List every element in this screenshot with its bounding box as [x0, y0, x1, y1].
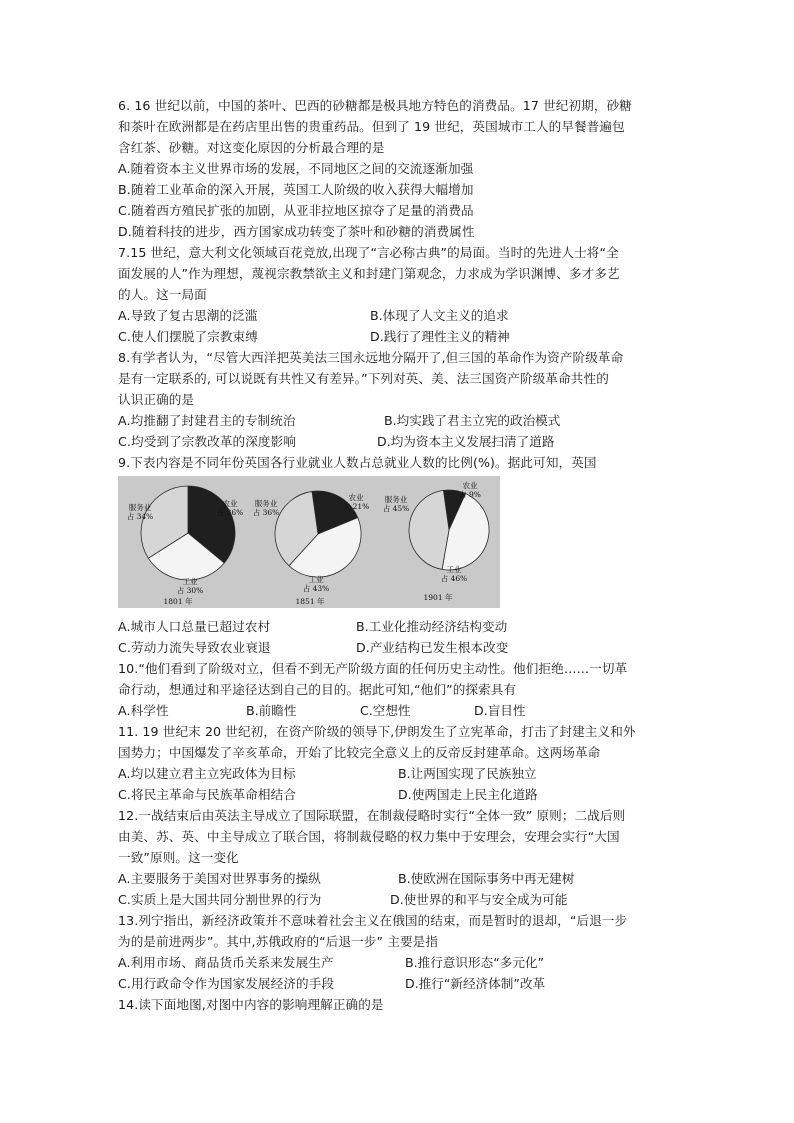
pie-1-label-2: 工业占 43%	[302, 575, 330, 593]
q12-stem-line-3: 一致”原则。这一变化	[118, 850, 239, 865]
q10-stem-line-2: 命行动，想通过和平途径达到自己的目的。据此可知,“他们”的探索具有	[118, 682, 517, 697]
q11-option-b: B.让两国实现了民族独立	[398, 766, 537, 781]
q10-option-d: D.盲目性	[474, 703, 526, 718]
q13-option-d: D.推行“新经济体制”改革	[405, 976, 546, 991]
q12-option-b: B.使欧洲在国际事务中再无建树	[398, 871, 575, 886]
q9-option-c: C.劳动力流失导致农业衰退	[118, 640, 271, 655]
pie-1-year-label: 1851 年	[295, 597, 325, 606]
q10-option-c: C.空想性	[360, 703, 411, 718]
pie-1-label-0: 服务业占 36%	[252, 499, 280, 517]
q6-option-b: B.随着工业革命的深入开展，英国工人阶级的收入获得大幅增加	[118, 182, 474, 197]
pie-2-label-2: 工业占 46%	[440, 565, 468, 583]
q7-option-b: B.体现了人文主义的追求	[370, 308, 509, 323]
pie-2-slice-0	[409, 490, 449, 569]
q6-stem-line-2: 和茶叶在欧洲都是在药店里出售的贵重药品。但到了 19 世纪，英国城市工人的早餐普遍包	[118, 119, 625, 134]
q8-option-c: C.均受到了宗教改革的深度影响	[118, 434, 297, 449]
pie-2-label-0: 服务业占 45%	[382, 495, 410, 513]
q10-option-a: A.科学性	[118, 703, 169, 718]
q7-option-a: A.导致了复古思潮的泛滥	[118, 308, 258, 323]
q13-option-c: C.用行政命令作为国家发展经济的手段	[118, 976, 335, 991]
pie-0-label-2: 工业占 30%	[176, 577, 204, 595]
q8-stem-line-1: 8.有学者认为，“尽管大西洋把英美法三国永远地分隔开了,但三国的革命作为资产阶级革命	[118, 350, 624, 365]
q11-stem-line-1: 11. 19 世纪末 20 世纪初，在资产阶级的领导下,伊朗发生了立宪革命，打击了封建主义和外	[118, 724, 636, 739]
q9-stem-line-1: 9.下表内容是不同年份英国各行业就业人数占总就业人数的比例(%)。据此可知，英国	[118, 455, 597, 470]
q9-option-d: D.产业结构已发生根本改变	[356, 640, 509, 655]
q6-option-d: D.随着科技的进步，西方国家成功转变了茶叶和砂糖的消费属性	[118, 224, 475, 239]
q8-stem-line-2: 是有一定联系的, 可以说既有共性又有差异。”下列对英、美、法三国资产阶级革命共性的	[118, 371, 609, 386]
q12-option-d: D.使世界的和平与安全成为可能	[390, 892, 568, 907]
q9-option-a: A.城市人口总量已超过农村	[118, 619, 271, 634]
q11-stem-line-2: 国势力；中国爆发了辛亥革命，开始了比较完全意义上的反帝反封建革命。这两场革命	[118, 745, 601, 760]
q7-option-c: C.使人们摆脱了宗教束缚	[118, 329, 258, 344]
q13-stem-line-1: 13.列宁指出，新经济政策并不意味着社会主义在俄国的结束，而是暂时的退却，“后退一步	[118, 913, 628, 928]
q6-option-a: A.随着资本主义世界市场的发展，不同地区之间的交流逐渐加强	[118, 161, 474, 176]
q7-stem-line-1: 7.15 世纪，意大利文化领域百花竞放,出现了“言必称古典”的局面。当时的先进人士将“全	[118, 245, 619, 260]
pie-1	[253, 491, 370, 606]
q8-option-b: B.均实践了君主立宪的政治模式	[384, 413, 561, 428]
q13-stem-line-2: 为的是前进两步”。其中,苏俄政府的“后退一步” 主要是指	[118, 934, 439, 949]
q12-option-c: C.实质上是大国共同分割世界的行为	[118, 892, 322, 907]
q6-option-c: C.随着西方殖民扩张的加剧，从亚非拉地区掠夺了足量的消费品	[118, 203, 474, 218]
pie-0-label-1: 农业占 36%	[216, 499, 244, 517]
q13-option-a: A.利用市场、商品货币关系来发展生产	[118, 955, 334, 970]
q6-stem-line-1: 6. 16 世纪以前，中国的茶叶、巴西的砂糖都是极具地方特色的消费品。17 世纪初期，砂糖	[118, 98, 632, 113]
q8-stem-line-3: 认识正确的是	[118, 392, 195, 407]
q9-option-b: B.工业化推动经济结构变动	[356, 619, 508, 634]
q8-option-d: D.均为资本主义发展扫清了道路	[377, 434, 555, 449]
q12-stem-line-2: 由美、苏、英、中主导成立了联合国，将制裁侵略的权力集中于安理会，安理会实行“大国	[118, 829, 620, 844]
pie-0-label-0: 服务业占 34%	[126, 503, 154, 521]
pie-2-label-1: 农业占 9%	[459, 481, 481, 499]
q11-option-d: D.使两国走上民主化道路	[398, 787, 538, 802]
q10-option-b: B.前瞻性	[246, 703, 297, 718]
employment-pie-charts	[118, 476, 500, 608]
q10-stem-line-1: 10.“他们看到了阶级对立，但看不到无产阶级方面的任何历史主动性。他们拒绝……一切革	[118, 661, 628, 676]
q11-option-a: A.均以建立君主立宪政体为目标	[118, 766, 296, 781]
q6-stem-line-3: 含红茶、砂糖。对这变化原因的分析最合理的是	[118, 140, 385, 155]
pie-1-label-1: 农业占 21%	[342, 493, 370, 511]
q11-option-c: C.将民主革命与民族革命相结合	[118, 787, 297, 802]
pie-2	[383, 480, 489, 602]
q8-option-a: A.均推翻了封建君主的专制统治	[118, 413, 296, 428]
pie-charts-svg	[118, 476, 500, 608]
q7-stem-line-2: 面发展的人”作为理想，蔑视宗教禁欲主义和封建门第观念，力求成为学识渊博、多才多艺	[118, 266, 620, 281]
q12-stem-line-1: 12.一战结束后由英法主导成立了国际联盟，在制裁侵略时实行“全体一致” 原则；二战后则	[118, 808, 626, 823]
pie-2-year-label: 1901 年	[423, 593, 453, 602]
q7-stem-line-3: 的人。这一局面	[118, 287, 207, 302]
q13-option-b: B.推行意识形态“多元化”	[405, 955, 545, 970]
q7-option-d: D.践行了理性主义的精神	[370, 329, 510, 344]
pie-0	[127, 486, 244, 606]
q14-stem-line-1: 14.读下面地图,对图中内容的影响理解正确的是	[118, 997, 384, 1012]
q12-option-a: A.主要服务于美国对世界事务的操纵	[118, 871, 322, 886]
pie-0-year-label: 1801 年	[163, 597, 193, 606]
